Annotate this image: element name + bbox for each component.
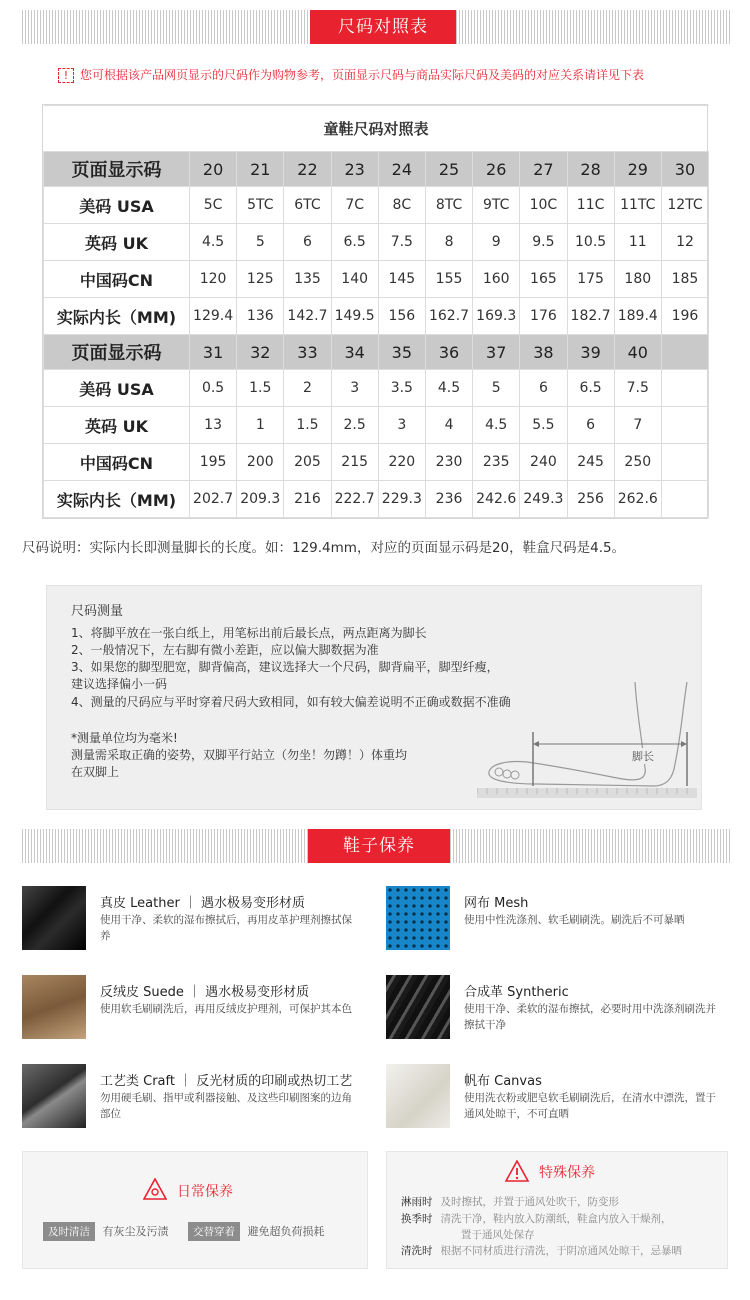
size-cell: 189.4 — [614, 298, 661, 335]
measure-line: 3、如果您的脚型肥宽，脚背偏高，建议选择大一个尺码，脚背扁平，脚型纤瘦， — [71, 660, 499, 674]
canvas-swatch-icon — [386, 1064, 450, 1128]
size-header-cell: 37 — [473, 335, 520, 370]
row-label-cell: 英码 UK — [44, 224, 190, 261]
size-cell: 230 — [425, 444, 472, 481]
size-header-cell: 29 — [614, 152, 661, 187]
care-item-leather — [22, 886, 362, 956]
size-header-cell: 22 — [284, 152, 331, 187]
size-cell: 129.4 — [190, 298, 237, 335]
table-header-row — [44, 335, 709, 370]
special-row-key: 淋雨时 — [401, 1196, 433, 1208]
table-row — [44, 261, 709, 298]
size-cell: 11C — [567, 187, 614, 224]
size-cell: 262.6 — [614, 481, 661, 518]
row-label-cell: 英码 UK — [44, 407, 190, 444]
care-item-title: 帆布 Canvas — [464, 1074, 542, 1089]
care-item-title: 合成革 Syntheric — [464, 985, 569, 1000]
special-row-key: 换季时 — [401, 1213, 433, 1225]
measure-line: 建议选择偏小一码 — [71, 677, 168, 691]
size-cell: 8C — [378, 187, 425, 224]
size-cell: 216 — [284, 481, 331, 518]
special-row — [401, 1194, 619, 1209]
row-label-cell: 美码 USA — [44, 370, 190, 407]
table-row — [44, 187, 709, 224]
size-header-cell — [661, 335, 708, 370]
size-header-cell: 40 — [614, 335, 661, 370]
size-cell: 8 — [425, 224, 472, 261]
size-header-cell: 31 — [190, 335, 237, 370]
special-row-value: 根据不同材质进行清洗，于阴凉通风处晾干，忌暴晒 — [440, 1245, 682, 1257]
size-cell: 4.5 — [190, 224, 237, 261]
size-cell: 3 — [378, 407, 425, 444]
size-cell: 236 — [425, 481, 472, 518]
size-cell: 4 — [425, 407, 472, 444]
care-item-desc: 使用干净、柔软的湿布擦拭后，再用皮革护理剂擦拭保养 — [100, 914, 352, 942]
size-cell: 229.3 — [378, 481, 425, 518]
size-cell: 209.3 — [237, 481, 284, 518]
row-label-cell: 中国码CN — [44, 261, 190, 298]
special-row-value: 清洗干净，鞋内放入防潮纸，鞋盒内放入干燥剂， — [440, 1213, 672, 1225]
warning-icon: ! — [58, 68, 74, 83]
special-care-card — [386, 1151, 728, 1269]
mesh-swatch-icon — [386, 886, 450, 950]
size-cell: 149.5 — [331, 298, 378, 335]
size-cell: 5TC — [237, 187, 284, 224]
special-row — [461, 1227, 535, 1242]
care-item-title: 网布 Mesh — [464, 896, 529, 911]
tag-alternate: 交替穿着 — [188, 1222, 240, 1241]
size-header-cell: 27 — [520, 152, 567, 187]
care-item-title: 真皮 Leather ｜ 遇水极易变形材质 — [100, 896, 306, 911]
size-cell: 0.5 — [190, 370, 237, 407]
craft-swatch-icon — [22, 1064, 86, 1128]
special-row — [401, 1211, 672, 1226]
size-cell: 135 — [284, 261, 331, 298]
size-cell: 1 — [237, 407, 284, 444]
size-cell: 162.7 — [425, 298, 472, 335]
size-cell: 8TC — [425, 187, 472, 224]
size-cell: 175 — [567, 261, 614, 298]
row-label-cell: 实际内长（MM) — [44, 298, 190, 335]
row-label-cell: 中国码CN — [44, 444, 190, 481]
care-item-desc: 使用软毛刷刷洗后，再用反绒皮护理剂，可保护其本色 — [100, 1003, 352, 1015]
size-cell: 5 — [473, 370, 520, 407]
care-hatch-right — [450, 829, 730, 863]
foot-length-label: 脚长 — [629, 748, 657, 764]
special-row-key: 清洗时 — [401, 1245, 433, 1257]
size-cell: 9.5 — [520, 224, 567, 261]
size-cell: 176 — [520, 298, 567, 335]
size-header-cell: 39 — [567, 335, 614, 370]
size-cell: 140 — [331, 261, 378, 298]
measure-line: 1、将脚平放在一张白纸上，用笔标出前后最长点，两点距离为脚长 — [71, 626, 427, 640]
size-header-cell: 28 — [567, 152, 614, 187]
size-cell: 156 — [378, 298, 425, 335]
size-cell: 202.7 — [190, 481, 237, 518]
care-item-craft — [22, 1064, 362, 1134]
measure-box — [46, 585, 702, 810]
size-header-cell: 24 — [378, 152, 425, 187]
care-hatch-left — [22, 829, 308, 863]
suede-swatch-icon — [22, 975, 86, 1039]
size-table — [42, 104, 708, 519]
size-cell: 1.5 — [237, 370, 284, 407]
size-cell: 3.5 — [378, 370, 425, 407]
size-cell: 6.5 — [331, 224, 378, 261]
size-cell: 12 — [661, 224, 708, 261]
tag-clean-text: 有灰尘及污渍 — [102, 1225, 169, 1238]
size-header-cell: 35 — [378, 335, 425, 370]
size-header-cell: 20 — [190, 152, 237, 187]
size-cell: 245 — [567, 444, 614, 481]
warning-icon — [505, 1160, 529, 1182]
care-item-suede — [22, 975, 362, 1045]
size-cell: 222.7 — [331, 481, 378, 518]
table-row — [44, 481, 709, 518]
notice — [58, 66, 644, 83]
header-hatch-right — [456, 10, 730, 44]
foot-diagram-icon — [477, 676, 697, 806]
size-cell: 195 — [190, 444, 237, 481]
measure-note: 在双脚上 — [71, 765, 120, 779]
size-cell: 10C — [520, 187, 567, 224]
size-cell: 125 — [237, 261, 284, 298]
special-row — [401, 1243, 682, 1258]
size-cell: 182.7 — [567, 298, 614, 335]
size-cell: 5.5 — [520, 407, 567, 444]
care-item-synthetic — [386, 975, 726, 1045]
size-cell: 165 — [520, 261, 567, 298]
size-cell: 256 — [567, 481, 614, 518]
size-chart-title: 尺码对照表 — [310, 10, 456, 44]
size-cell: 9 — [473, 224, 520, 261]
size-cell: 5C — [190, 187, 237, 224]
measure-note: *测量单位均为毫米! — [71, 731, 178, 745]
table-row — [44, 444, 709, 481]
size-cell: 4.5 — [473, 407, 520, 444]
size-cell: 6 — [567, 407, 614, 444]
size-cell: 2.5 — [331, 407, 378, 444]
size-cell — [661, 407, 708, 444]
special-row-value: 及时擦拭，并置于通风处吹干，防变形 — [440, 1196, 619, 1208]
size-cell: 12TC — [661, 187, 708, 224]
care-title: 鞋子保养 — [308, 829, 450, 863]
synthetic-swatch-icon — [386, 975, 450, 1039]
table-row — [44, 224, 709, 261]
size-cell: 6 — [520, 370, 567, 407]
size-cell: 5 — [237, 224, 284, 261]
care-item-canvas — [386, 1064, 726, 1134]
size-cell: 215 — [331, 444, 378, 481]
size-cell: 13 — [190, 407, 237, 444]
warning-icon — [143, 1178, 167, 1200]
size-cell: 145 — [378, 261, 425, 298]
size-cell: 6TC — [284, 187, 331, 224]
notice-text: 您可根据该产品网页显示的尺码作为购物参考，页面显示尺码与商品实际尺码及美码的对应关系请详见下表 — [80, 68, 645, 82]
size-cell: 249.3 — [520, 481, 567, 518]
size-header-cell: 23 — [331, 152, 378, 187]
size-cell: 6 — [284, 224, 331, 261]
size-cell: 4.5 — [425, 370, 472, 407]
special-care-title: 特殊保养 — [539, 1165, 595, 1181]
size-header-cell: 25 — [425, 152, 472, 187]
size-cell: 7C — [331, 187, 378, 224]
size-cell: 169.3 — [473, 298, 520, 335]
header-label-cell: 页面显示码 — [44, 335, 190, 370]
care-item-title: 反绒皮 Suede ｜ 遇水极易变形材质 — [100, 985, 310, 1000]
size-header-cell: 38 — [520, 335, 567, 370]
size-cell: 200 — [237, 444, 284, 481]
size-note: 尺码说明：实际内长即测量脚长的长度。如：129.4mm，对应的页面显示码是20，鞋盒尺码是4.5。 — [22, 540, 626, 556]
size-cell: 220 — [378, 444, 425, 481]
size-cell: 7.5 — [614, 370, 661, 407]
size-cell — [661, 481, 708, 518]
special-row-value: 置于通风处保存 — [461, 1229, 535, 1241]
size-cell: 11TC — [614, 187, 661, 224]
table-row — [44, 298, 709, 335]
care-item-title: 工艺类 Craft ｜ 反光材质的印刷或热切工艺 — [100, 1074, 353, 1089]
size-header-cell: 30 — [661, 152, 708, 187]
size-cell: 185 — [661, 261, 708, 298]
tag-alternate-text: 避免超负荷损耗 — [247, 1225, 325, 1238]
measure-line: 2、一般情况下，左右脚有微小差距，应以偏大脚数据为准 — [71, 643, 379, 657]
row-label-cell: 美码 USA — [44, 187, 190, 224]
table-row — [44, 407, 709, 444]
table-row — [44, 370, 709, 407]
measure-note: 测量需采取正确的姿势，双脚平行站立（勿坐！勿蹲！）体重均 — [71, 748, 408, 762]
daily-care-title: 日常保养 — [177, 1184, 233, 1200]
daily-tag-row — [43, 1222, 325, 1241]
size-cell: 180 — [614, 261, 661, 298]
size-cell: 120 — [190, 261, 237, 298]
size-cell: 11 — [614, 224, 661, 261]
size-header-cell: 21 — [237, 152, 284, 187]
size-cell: 7 — [614, 407, 661, 444]
leather-swatch-icon — [22, 886, 86, 950]
size-cell: 142.7 — [284, 298, 331, 335]
table-header-row — [44, 152, 709, 187]
size-header-cell: 32 — [237, 335, 284, 370]
daily-care-card — [22, 1151, 368, 1269]
size-cell: 160 — [473, 261, 520, 298]
care-item-desc: 使用中性洗涤剂、软毛刷刷洗。刷洗后不可暴晒 — [464, 914, 685, 926]
size-cell: 155 — [425, 261, 472, 298]
size-header-cell: 26 — [473, 152, 520, 187]
care-item-desc: 勿用硬毛刷、指甲或利器接触、及这些印刷图案的边角部位 — [100, 1092, 352, 1120]
measure-title: 尺码测量 — [71, 604, 124, 619]
table-title: 童鞋尺码对照表 — [44, 106, 709, 152]
care-item-mesh — [386, 886, 726, 956]
row-label-cell: 实际内长（MM) — [44, 481, 190, 518]
size-cell: 205 — [284, 444, 331, 481]
header-hatch-left — [22, 10, 310, 44]
size-cell: 3 — [331, 370, 378, 407]
size-cell: 242.6 — [473, 481, 520, 518]
size-header-cell: 34 — [331, 335, 378, 370]
size-cell — [661, 444, 708, 481]
size-cell: 10.5 — [567, 224, 614, 261]
size-cell: 2 — [284, 370, 331, 407]
size-header-cell: 36 — [425, 335, 472, 370]
size-cell: 240 — [520, 444, 567, 481]
header-label-cell: 页面显示码 — [44, 152, 190, 187]
tag-clean: 及时清洁 — [43, 1222, 95, 1241]
care-item-desc: 使用洗衣粉或肥皂软毛刷刷洗后，在清水中漂洗，置于通风处晾干，不可直晒 — [464, 1092, 716, 1120]
size-cell: 250 — [614, 444, 661, 481]
size-cell: 196 — [661, 298, 708, 335]
size-cell: 6.5 — [567, 370, 614, 407]
size-cell: 1.5 — [284, 407, 331, 444]
size-cell — [661, 370, 708, 407]
size-cell: 136 — [237, 298, 284, 335]
size-header-cell: 33 — [284, 335, 331, 370]
size-cell: 9TC — [473, 187, 520, 224]
measure-line: 4、测量的尺码应与平时穿着尺码大致相同，如有较大偏差说明不正确或数据不准确 — [71, 695, 511, 709]
size-cell: 235 — [473, 444, 520, 481]
care-item-desc: 使用干净、柔软的湿布擦拭，必要时用中洗涤剂刷洗并擦拭干净 — [464, 1003, 716, 1031]
size-cell: 7.5 — [378, 224, 425, 261]
